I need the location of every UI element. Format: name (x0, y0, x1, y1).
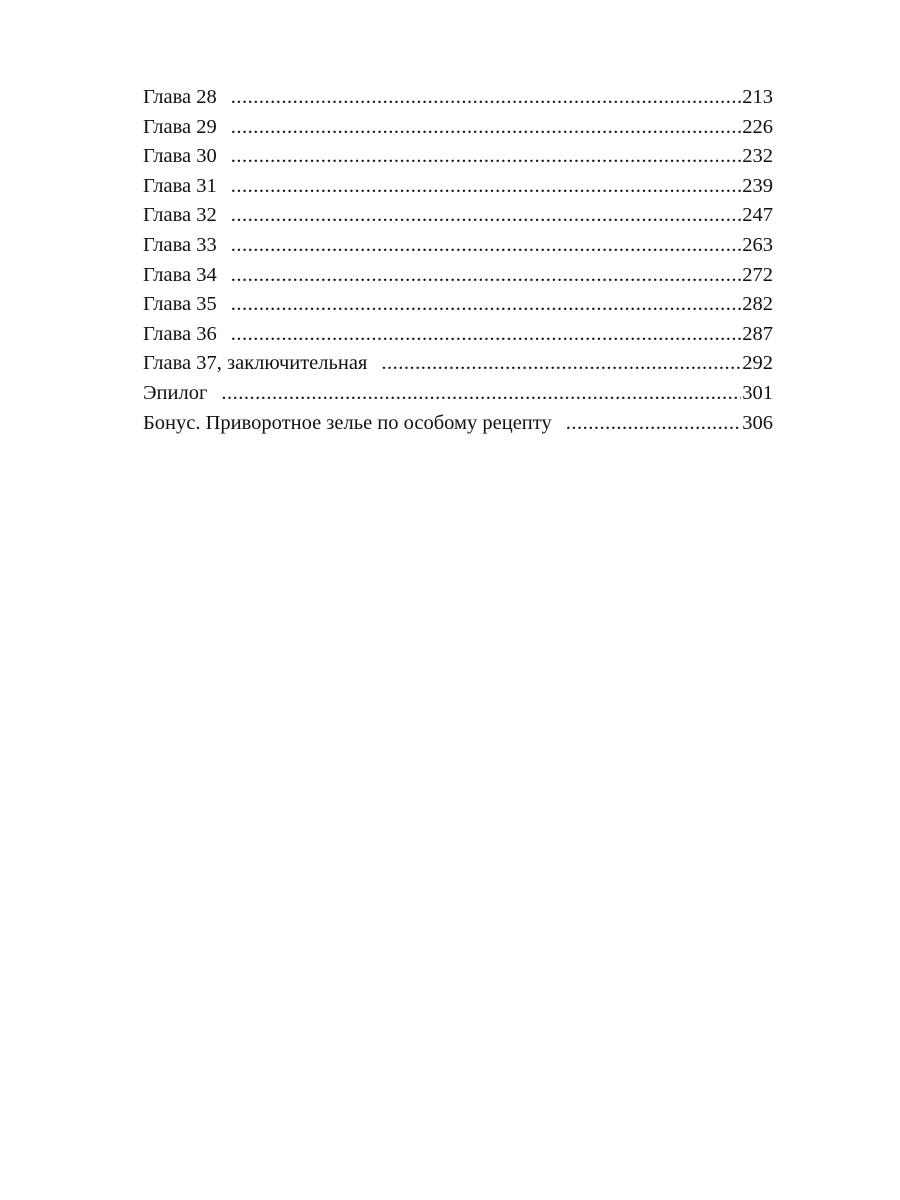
toc-entry-chapter-30[interactable] (143, 142, 773, 172)
dot-leader (231, 320, 741, 350)
dot-leader (231, 290, 741, 320)
toc-entry-page-number: 272 (742, 263, 773, 286)
toc-entry-chapter-33[interactable] (143, 231, 773, 261)
toc-entry-page-number: 263 (742, 233, 773, 256)
dot-leader (221, 379, 741, 409)
toc-entry-chapter-35[interactable] (143, 290, 773, 320)
toc-entry-title: Бонус. Приворотное зелье по особому рецепту (143, 411, 552, 434)
dot-leader (566, 409, 742, 439)
toc-entry-title: Глава 32 (143, 204, 217, 227)
toc-entry-chapter-34[interactable] (143, 261, 773, 291)
toc-entry-title: Глава 37, заключительная (143, 352, 368, 375)
toc-entry-epilogue[interactable] (143, 379, 773, 409)
toc-entry-page-number: 282 (742, 293, 773, 316)
table-of-contents (143, 83, 773, 438)
dot-leader (231, 201, 741, 231)
toc-entry-page-number: 239 (742, 174, 773, 197)
dot-leader (381, 349, 741, 379)
toc-entry-chapter-37[interactable] (143, 349, 773, 379)
dot-leader (231, 261, 741, 291)
toc-entry-title: Эпилог (143, 381, 208, 404)
toc-entry-page-number: 247 (742, 204, 773, 227)
toc-entry-page-number: 287 (742, 322, 773, 345)
toc-entry-page-number: 301 (742, 381, 773, 404)
toc-entry-page-number: 306 (742, 411, 773, 434)
dot-leader (231, 83, 741, 113)
dot-leader (231, 142, 741, 172)
toc-entry-bonus[interactable] (143, 409, 773, 439)
toc-entry-page-number: 213 (742, 86, 773, 108)
toc-entry-chapter-36[interactable] (143, 320, 773, 350)
toc-entry-title: Глава 36 (143, 322, 217, 345)
toc-entry-chapter-29[interactable] (143, 113, 773, 143)
dot-leader (231, 231, 741, 261)
toc-entry-page-number: 232 (742, 145, 773, 168)
toc-entry-chapter-28[interactable] (143, 83, 773, 113)
dot-leader (231, 172, 741, 202)
toc-entry-title: Глава 33 (143, 233, 217, 256)
toc-entry-title: Глава 30 (143, 145, 217, 168)
toc-entry-page-number: 226 (742, 115, 773, 138)
toc-entry-page-number: 292 (742, 352, 773, 375)
toc-entry-chapter-31[interactable] (143, 172, 773, 202)
toc-entry-title: Глава 34 (143, 263, 217, 286)
toc-entry-title: Глава 31 (143, 174, 217, 197)
toc-entry-chapter-32[interactable] (143, 201, 773, 231)
toc-entry-title: Глава 35 (143, 293, 217, 316)
toc-entry-title: Глава 28 (143, 86, 217, 108)
toc-entry-title: Глава 29 (143, 115, 217, 138)
dot-leader (231, 113, 741, 143)
